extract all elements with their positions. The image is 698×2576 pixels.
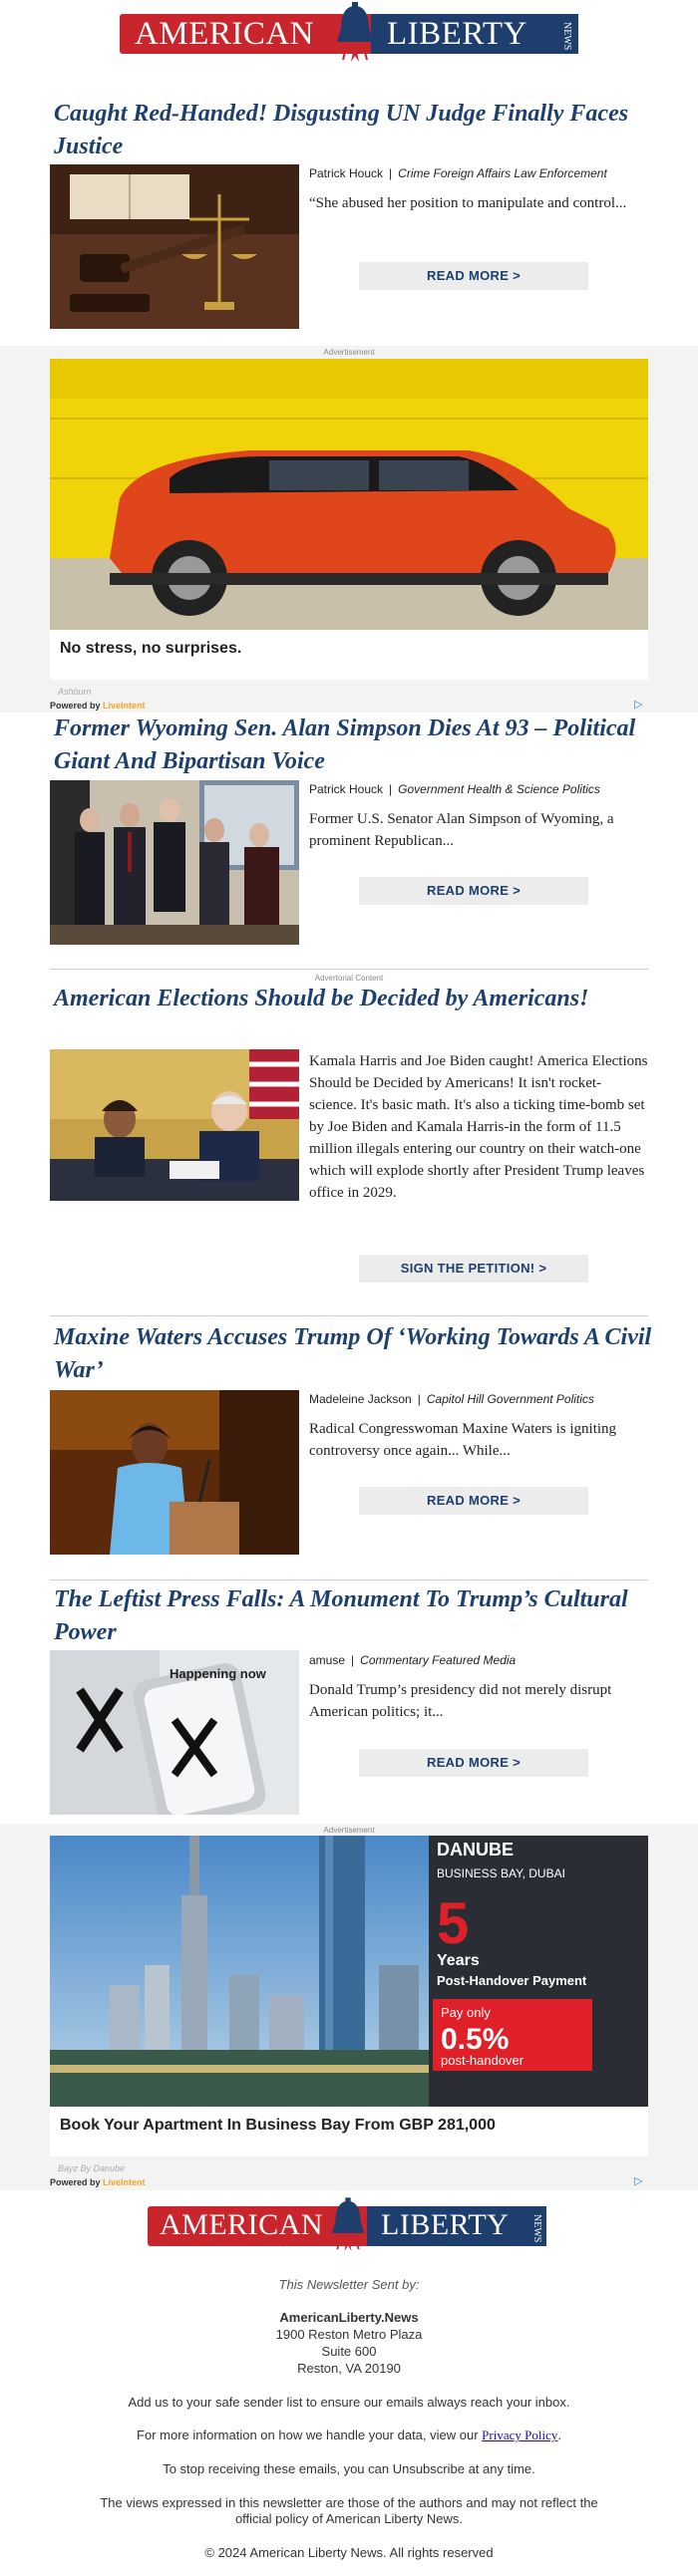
read-more-button[interactable]: READ MORE > [359, 1487, 588, 1515]
divider [50, 969, 648, 970]
article-thumbnail[interactable] [50, 1390, 299, 1555]
harris-biden-photo [50, 1049, 299, 1201]
advertisement-label: Advertisement [323, 1826, 375, 1835]
x-app-photo [50, 1650, 299, 1815]
article-excerpt: Donald Trump’s presidency did not merely disrupt American politics; it... [309, 1682, 612, 1720]
image-caption-text: Happening now [170, 1666, 266, 1681]
footer-unsubscribe[interactable]: To stop receiving these emails, you can Unsubscribe at any time. [163, 2461, 535, 2476]
article-title[interactable]: American Elections Should be Decided by Americans! [54, 986, 589, 1011]
advertorial-label: Advertorial Content [314, 974, 384, 983]
privacy-policy-link[interactable]: Privacy Policy [482, 2428, 558, 2442]
article-categories[interactable]: Commentary Featured Media [360, 1653, 517, 1667]
footer-address-2: Suite 600 [321, 2344, 377, 2359]
article-excerpt: Radical Congresswoman Maxine Waters is igniting controversy once again... While... [309, 1421, 617, 1459]
article-title[interactable]: Former Wyoming Sen. Alan Simpson Dies At 93 – Political Giant And Bipartisan Voice [54, 716, 636, 774]
footer-org: AmericanLiberty.News [279, 2310, 419, 2325]
footer-copyright: © 2024 American Liberty News. All rights reserved [204, 2545, 494, 2560]
footer-logo[interactable] [0, 2192, 698, 2258]
danube-percent: 0.5% [441, 2023, 510, 2056]
article-excerpt: Former U.S. Senator Alan Simpson of Wyoming, a prominent Republican... [309, 811, 614, 849]
logo-word-american: AMERICAN [135, 16, 315, 52]
article-title[interactable]: Caught Red-Handed! Disgusting UN Judge Finally Faces Justice [54, 101, 629, 159]
danube-post-handover: post-handover [441, 2053, 524, 2068]
logo-word-liberty: LIBERTY [381, 2208, 510, 2241]
senators-photo [50, 780, 299, 945]
danube-pay-only: Pay only [441, 2005, 491, 2020]
footer-privacy [0, 2428, 698, 2443]
ad-caption[interactable]: Book Your Apartment In Business Bay From GBP 281,000 [50, 2107, 648, 2156]
article-thumbnail[interactable] [50, 1650, 299, 1815]
article-categories[interactable]: Capitol Hill Government Politics [426, 1392, 594, 1406]
danube-brand: DANUBE [437, 1840, 515, 1860]
article-title[interactable]: Maxine Waters Accuses Trump Of ‘Working Towards A Civil War’ [54, 1324, 652, 1383]
article-meta: Madeleine Jackson | Capitol Hill Government Politics [309, 1392, 594, 1406]
article-meta: Patrick Houck | Government Health & Science Politics [309, 782, 600, 796]
liberty-bell-icon [323, 2192, 373, 2258]
article-thumbnail[interactable] [50, 1049, 299, 1201]
article-author[interactable]: Madeleine Jackson [309, 1392, 412, 1406]
article-author[interactable]: Patrick Houck [309, 782, 384, 796]
powered-by[interactable] [50, 2177, 146, 2187]
danube-location: BUSINESS BAY, DUBAI [437, 1866, 565, 1880]
read-more-button[interactable]: READ MORE > [359, 262, 588, 290]
danube-ad-image [50, 1836, 648, 2107]
footer-safe-sender: Add us to your safe sender list to ensure our emails always reach your inbox. [128, 2395, 570, 2410]
sign-petition-button[interactable]: SIGN THE PETITION! > [359, 1255, 588, 1283]
article-categories[interactable]: Government Health & Science Politics [398, 782, 600, 796]
footer-privacy-pre: For more information on how we handle your data, view our [137, 2428, 483, 2442]
adchoices-icon[interactable]: ▷ [634, 699, 643, 711]
footer-disclaimer-2: official policy of American Liberty News. [234, 2511, 464, 2526]
danube-post: Post-Handover Payment [437, 1973, 587, 1988]
logo-word-american: AMERICAN [160, 2208, 324, 2241]
ad-source: Ashburn [58, 687, 92, 697]
powered-by-label: Powered by [50, 701, 101, 711]
logo-news-tag: NEWS [531, 2214, 542, 2243]
logo-news-tag: NEWS [561, 22, 572, 51]
article-title[interactable]: The Leftist Press Falls: A Monument To Trump’s Cultural Power [54, 1586, 628, 1645]
article-author[interactable]: Patrick Houck [309, 166, 384, 180]
divider [50, 1579, 648, 1580]
car-ad-image [50, 359, 648, 630]
liberty-bell-icon [327, 0, 383, 66]
article-author[interactable]: amuse [309, 1653, 346, 1667]
ad-image[interactable] [50, 359, 648, 630]
read-more-button[interactable]: READ MORE > [359, 1749, 588, 1777]
advertisement-label: Advertisement [323, 348, 375, 357]
article-thumbnail[interactable] [50, 780, 299, 945]
powered-by[interactable] [50, 701, 146, 711]
danube-years: Years [437, 1952, 480, 1969]
footer-disclaimer-1: The views expressed in this newsletter are those of the authors and may not reflect the [100, 2495, 598, 2510]
footer-privacy-post: . [557, 2428, 561, 2442]
gavel-scales-image [50, 164, 299, 329]
maxine-waters-photo [50, 1390, 299, 1555]
logo-word-liberty: LIBERTY [387, 16, 527, 52]
footer-address-1: 1900 Reston Metro Plaza [275, 2327, 423, 2342]
powered-by-label: Powered by [50, 2177, 101, 2187]
ad-image[interactable] [50, 1836, 648, 2107]
footer-sent-by: This Newsletter Sent by: [278, 2277, 420, 2292]
article-excerpt: “She abused her position to manipulate and control... [309, 195, 627, 211]
ad-caption[interactable]: No stress, no surprises. [50, 630, 648, 680]
divider [50, 1315, 648, 1316]
ad-source: Bayz By Danube [58, 2163, 126, 2173]
article-excerpt: Kamala Harris and Joe Biden caught! America Elections Should be Decided by Americans! It isn't rocket-science. It's basic math. It's also a ticking time-bomb set by Joe Biden and Kamala Harris-in the form of 11.5 million illegals entering our country on their watch-one which will explode shortly after President Trump leaves office in 2029. [309, 1053, 648, 1201]
liveintent-logo: LiveIntent [103, 2177, 146, 2187]
adchoices-icon[interactable]: ▷ [634, 2175, 643, 2187]
danube-big-number: 5 [437, 1891, 470, 1956]
read-more-button[interactable]: READ MORE > [359, 877, 588, 905]
article-meta: amuse | Commentary Featured Media [309, 1653, 517, 1667]
header-logo[interactable] [0, 0, 698, 66]
article-categories[interactable]: Crime Foreign Affairs Law Enforcement [398, 166, 607, 180]
article-meta: Patrick Houck | Crime Foreign Affairs Law Enforcement [309, 166, 607, 180]
article-thumbnail[interactable] [50, 164, 299, 329]
liveintent-logo: LiveIntent [103, 701, 146, 711]
footer-address-3: Reston, VA 20190 [297, 2361, 401, 2376]
